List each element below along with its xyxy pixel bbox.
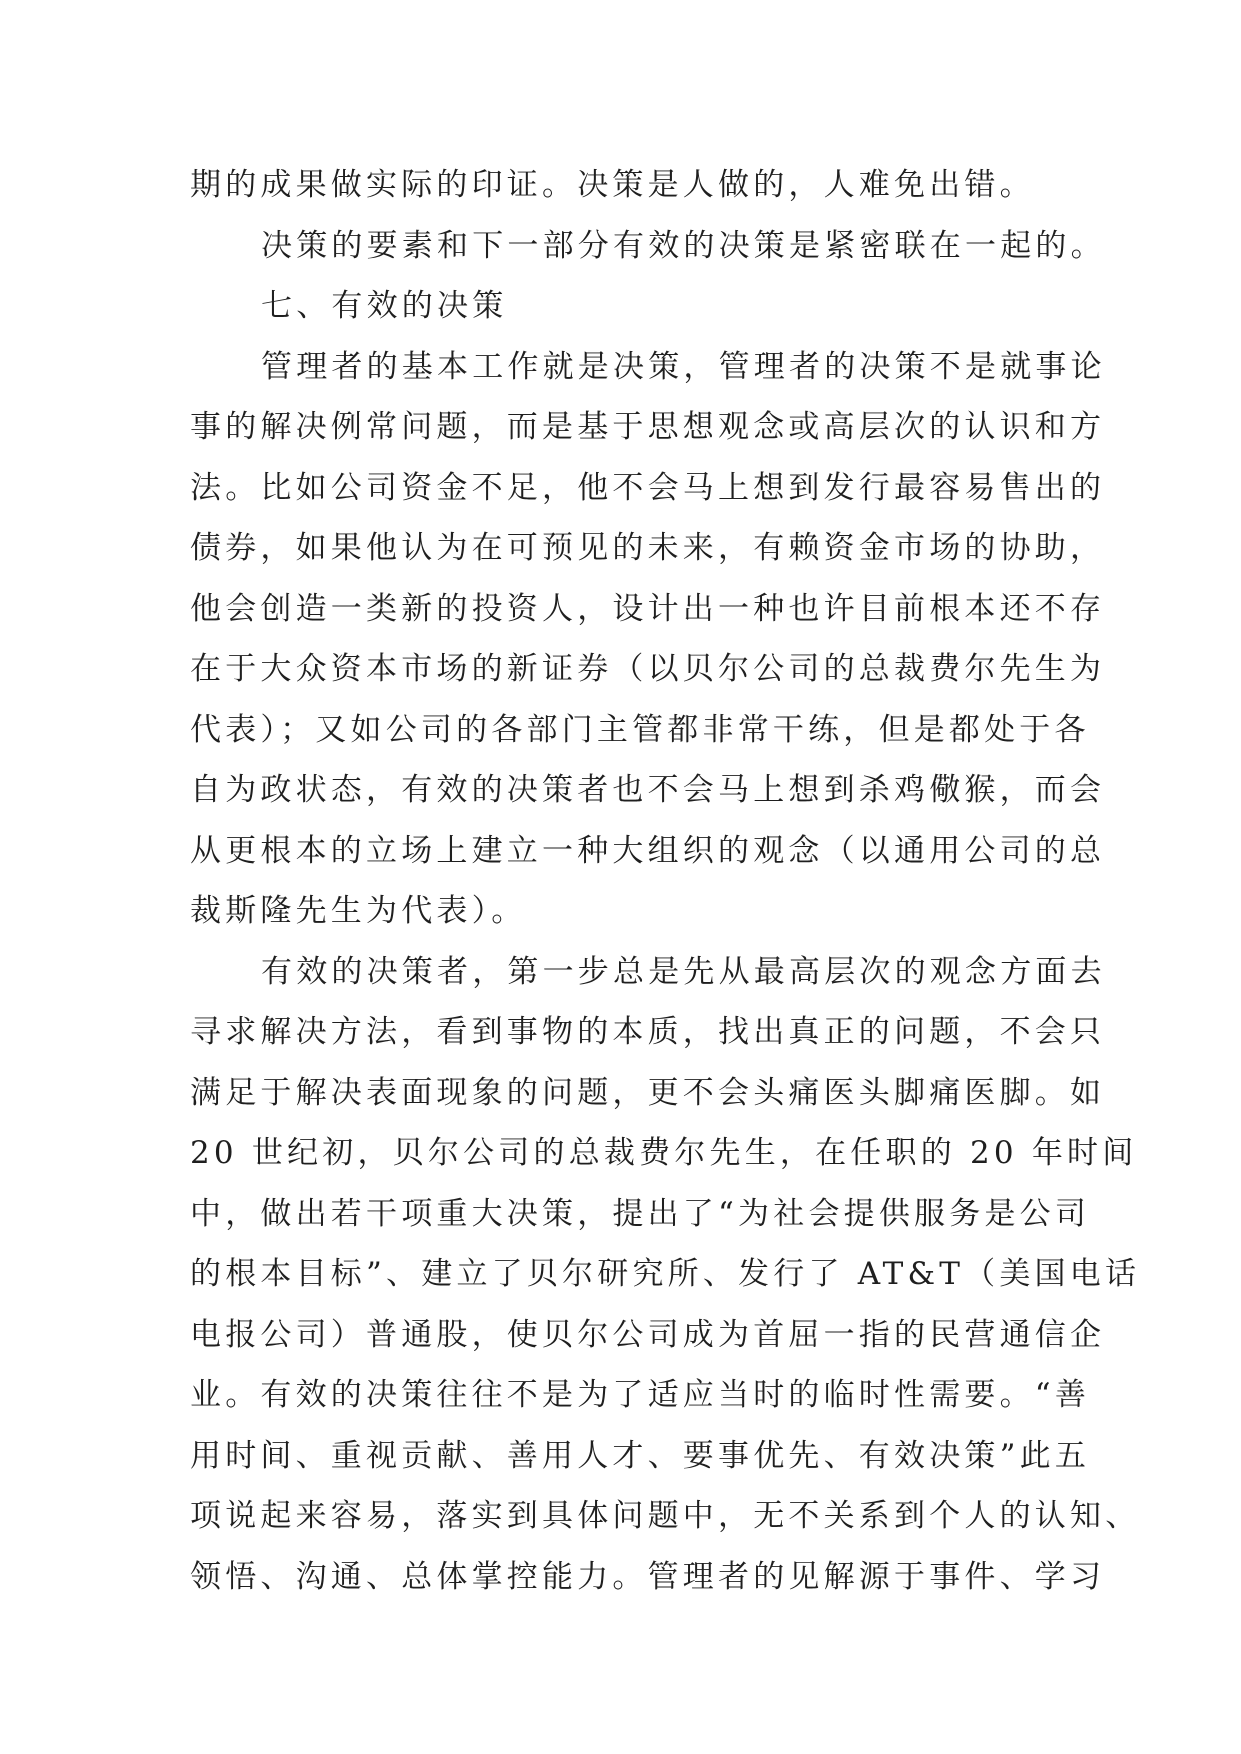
text-line: 裁斯隆先生为代表）。	[190, 893, 527, 929]
text-line: 领悟、沟通、总体掌控能力。管理者的见解源于事件、学习	[190, 1558, 1106, 1595]
text-line: 的根本目标”、建立了贝尔研究所、发行了 AT&T（美国电话	[190, 1256, 1141, 1292]
text-line: 自为政状态，有效的决策者也不会马上想到杀鸡儆猴，而会	[190, 772, 1106, 808]
text-line: 在于大众资本市场的新证券（以贝尔公司的总裁费尔先生为	[190, 651, 1106, 687]
text-line: 他会创造一类新的投资人，设计出一种也许目前根本还不存	[190, 590, 1106, 627]
text-line: 有效的决策者，第一步总是先从最高层次的观念方面去	[261, 953, 1106, 990]
text-line: 债券，如果他认为在可预见的未来，有赖资金市场的协助，	[190, 530, 1106, 566]
body-text	[190, 155, 1141, 1607]
text-line: 项说起来容易，落实到具体问题中，无不关系到个人的认知、	[190, 1498, 1141, 1534]
text-line: 决策的要素和下一部分有效的决策是紧密联在一起的。	[261, 227, 1106, 264]
text-line: 20 世纪初，贝尔公司的总裁费尔先生，在任职的 20 年时间	[190, 1135, 1138, 1171]
section-heading: 七、有效的决策	[261, 288, 508, 324]
text-line: 法。比如公司资金不足，他不会马上想到发行最容易售出的	[190, 469, 1106, 506]
text-line: 业。有效的决策往往不是为了适应当时的临时性需要。“善	[190, 1377, 1091, 1413]
text-line: 电报公司）普通股，使贝尔公司成为首屈一指的民营通信企	[190, 1316, 1106, 1353]
text-line: 寻求解决方法，看到事物的本质，找出真正的问题，不会只	[190, 1014, 1106, 1050]
text-line: 管理者的基本工作就是决策，管理者的决策不是就事论	[261, 348, 1106, 385]
text-line: 事的解决例常问题，而是基于思想观念或高层次的认识和方	[190, 409, 1106, 445]
text-line: 中，做出若干项重大决策，提出了“为社会提供服务是公司	[190, 1195, 1091, 1232]
text-line: 从更根本的立场上建立一种大组织的观念（以通用公司的总	[190, 832, 1106, 869]
text-line: 用时间、重视贡献、善用人才、要事优先、有效决策”此五	[190, 1437, 1091, 1474]
text-line: 代表）；又如公司的各部门主管都非常干练，但是都处于各	[190, 711, 1090, 748]
text-line: 期的成果做实际的印证。决策是人做的，人难免出错。	[190, 167, 1035, 203]
text-line: 满足于解决表面现象的问题，更不会头痛医头脚痛医脚。如	[190, 1074, 1106, 1111]
